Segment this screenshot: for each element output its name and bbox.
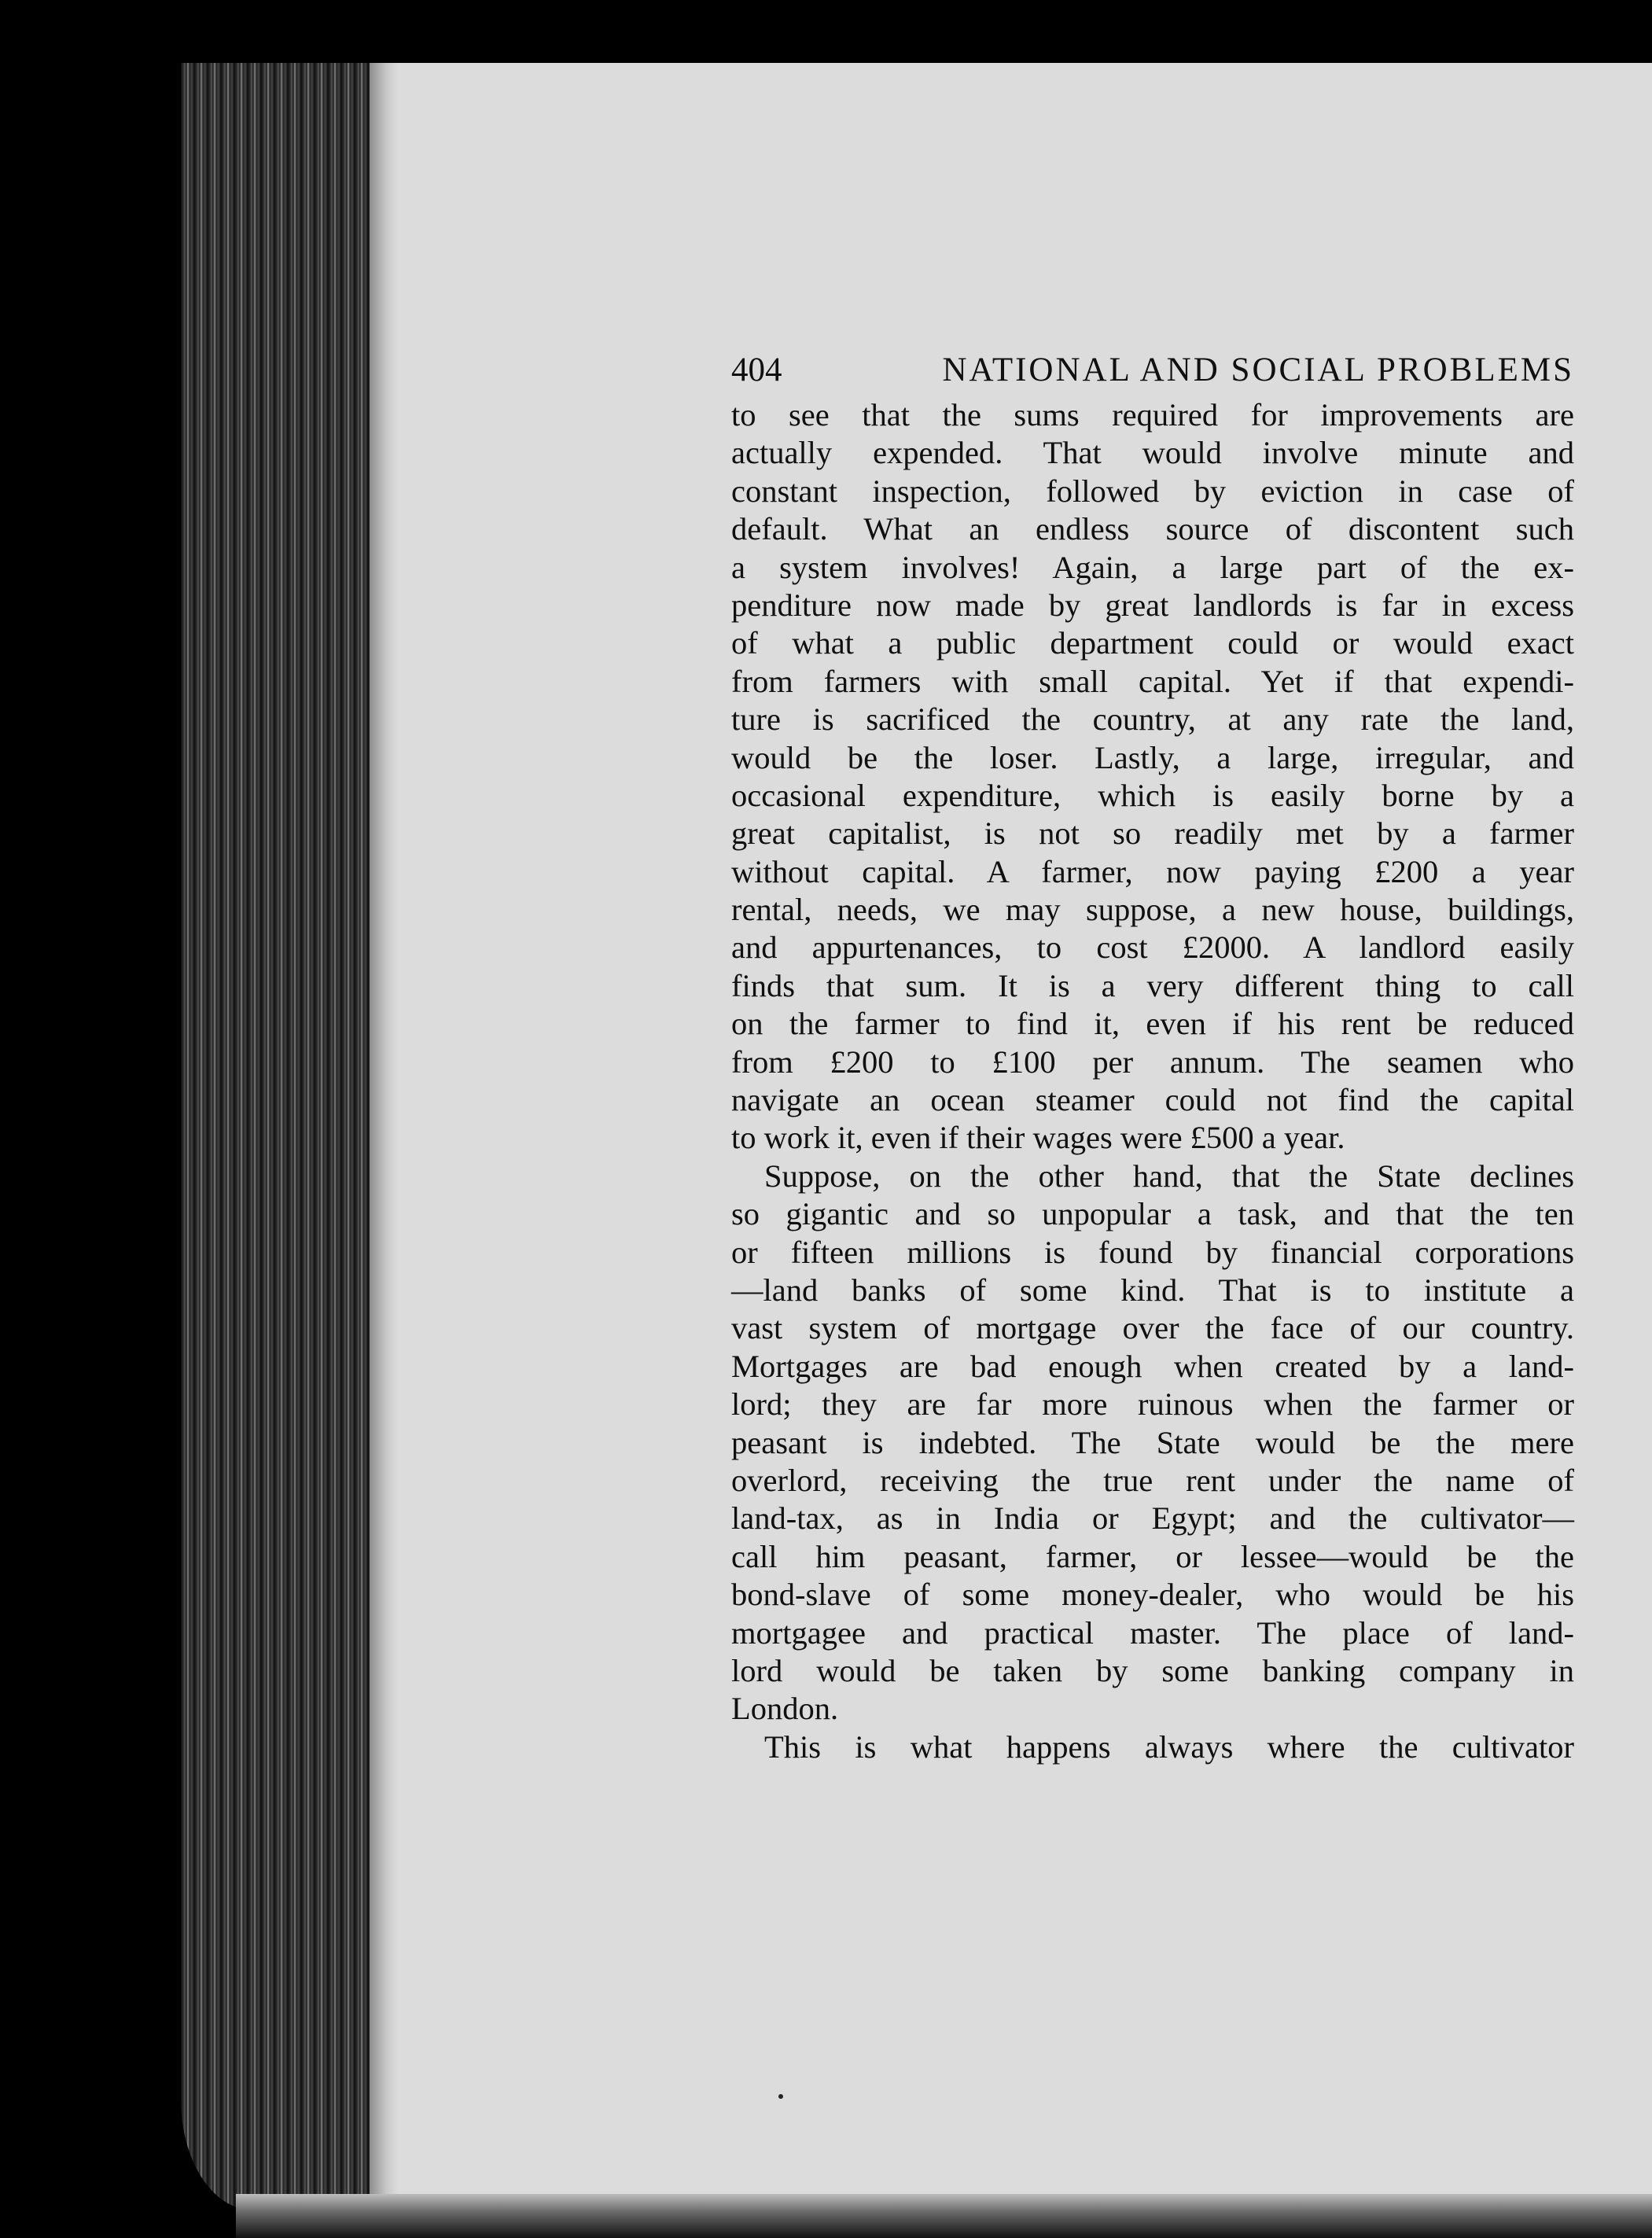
- text-line: of what a public department could or would exact: [731, 625, 1574, 661]
- text-line: so gigantic and so unpopular a task, and that the ten: [731, 1196, 1574, 1232]
- text-line: vast system of mortgage over the face of our country.: [731, 1310, 1574, 1346]
- text-line: from farmers with small capital. Yet if that expendi-: [731, 663, 1574, 699]
- text-line: navigate an ocean steamer could not find the capital: [731, 1082, 1574, 1118]
- text-line: to work it, even if their wages were £500 a year.: [731, 1120, 1345, 1156]
- running-header: [731, 346, 1574, 395]
- text-line: Mortgages are bad enough when created by a land-: [731, 1348, 1574, 1384]
- page-number: 404: [731, 352, 782, 388]
- page-text-block: [731, 346, 1574, 1766]
- book-page-edges: [181, 63, 393, 2210]
- text-line: would be the loser. Lastly, a large, irregular, and: [731, 739, 1574, 775]
- text-line: great capitalist, is not so readily met by a farmer: [731, 815, 1574, 852]
- text-line: penditure now made by great landlords is far in excess: [731, 587, 1574, 623]
- book-bottom-edge: [236, 2194, 1652, 2238]
- text-line: London.: [731, 1691, 839, 1727]
- text-line: on the farmer to find it, even if his rent be reduced: [731, 1006, 1574, 1042]
- running-title: NATIONAL AND SOCIAL PROBLEMS: [942, 352, 1574, 388]
- text-line: a system involves! Again, a large part of the ex-: [731, 549, 1574, 585]
- text-line: ture is sacrificed the country, at any rate the land,: [731, 701, 1574, 738]
- text-line: without capital. A farmer, now paying £200 a year: [731, 853, 1574, 889]
- text-line: actually expended. That would involve minute and: [731, 435, 1574, 471]
- text-line: rental, needs, we may suppose, a new house, buildings,: [731, 892, 1574, 928]
- page-gutter-shadow: [370, 63, 398, 2210]
- printer-mark: [778, 2094, 783, 2099]
- text-line: lord would be taken by some banking company in: [731, 1652, 1574, 1688]
- text-line: or fifteen millions is found by financial corporations: [731, 1234, 1574, 1270]
- text-line: finds that sum. It is a very different thing to call: [731, 967, 1574, 1003]
- text-line: lord; they are far more ruinous when the farmer or: [731, 1386, 1574, 1423]
- text-line: constant inspection, followed by eviction in case of: [731, 473, 1574, 509]
- text-line: bond-slave of some money-dealer, who would be his: [731, 1577, 1574, 1613]
- text-line: to see that the sums required for improvements are: [731, 397, 1574, 433]
- text-line: peasant is indebted. The State would be the mere: [731, 1424, 1574, 1460]
- text-line: from £200 to £100 per annum. The seamen who: [731, 1044, 1574, 1080]
- text-line: mortgagee and practical master. The place of land-: [731, 1614, 1574, 1651]
- text-line: default. What an endless source of discontent such: [731, 511, 1574, 547]
- text-line: occasional expenditure, which is easily borne by a: [731, 777, 1574, 813]
- text-line: overlord, receiving the true rent under the name of: [731, 1462, 1574, 1498]
- text-line: call him peasant, farmer, or lessee—would be the: [731, 1538, 1574, 1574]
- text-line: land-tax, as in India or Egypt; and the cultivator—: [731, 1500, 1574, 1537]
- text-line: This is what happens always where the cultivator: [764, 1728, 1574, 1765]
- text-line: and appurtenances, to cost £2000. A landlord easily: [731, 929, 1574, 966]
- text-line: —land banks of some kind. That is to institute a: [731, 1272, 1574, 1308]
- text-line: Suppose, on the other hand, that the State declines: [764, 1158, 1574, 1194]
